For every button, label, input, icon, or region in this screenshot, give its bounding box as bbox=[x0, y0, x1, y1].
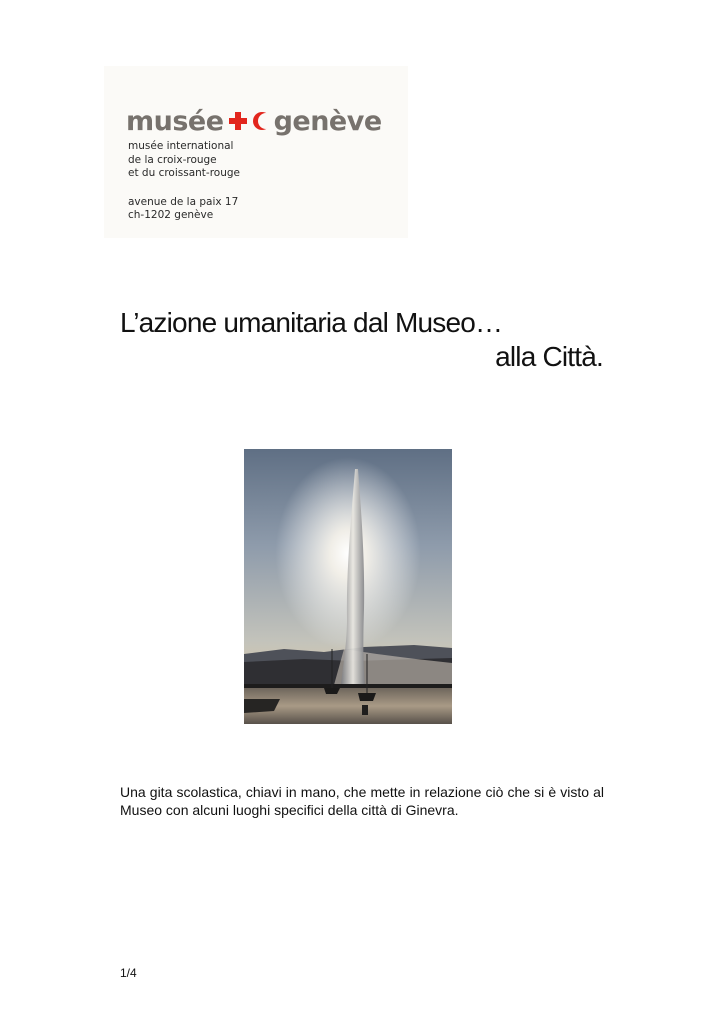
museum-logo bbox=[104, 66, 408, 238]
logo-line-2: de la croix-rouge bbox=[128, 153, 217, 166]
intro-paragraph: Una gita scolastica, chiavi in mano, che mette in relazione ciò che si è visto al Museo con alcuni luoghi specifici della città di Ginevra. bbox=[120, 784, 604, 818]
red-crescent-icon bbox=[252, 111, 268, 131]
fountain-photo bbox=[244, 449, 452, 724]
logo-line-3: et du croissant-rouge bbox=[128, 167, 240, 179]
logo-address-2: ch-1202 genève bbox=[128, 209, 214, 221]
page-number: 1/4 bbox=[120, 966, 137, 980]
logo-address-1: avenue de la paix 17 bbox=[128, 195, 239, 208]
fountain-photo-image bbox=[244, 449, 452, 724]
page-title-line-1: L’azione umanitaria dal Museo… bbox=[120, 307, 503, 338]
red-cross-icon bbox=[228, 111, 248, 131]
logo-wordmark bbox=[126, 106, 382, 136]
page-title-line-2: alla Città. bbox=[495, 341, 603, 372]
logo-word-musee: musée bbox=[126, 105, 224, 137]
logo-word-geneve: genève bbox=[273, 105, 382, 137]
logo-subtitle bbox=[128, 140, 240, 223]
logo-line-1: musée international bbox=[128, 140, 234, 152]
